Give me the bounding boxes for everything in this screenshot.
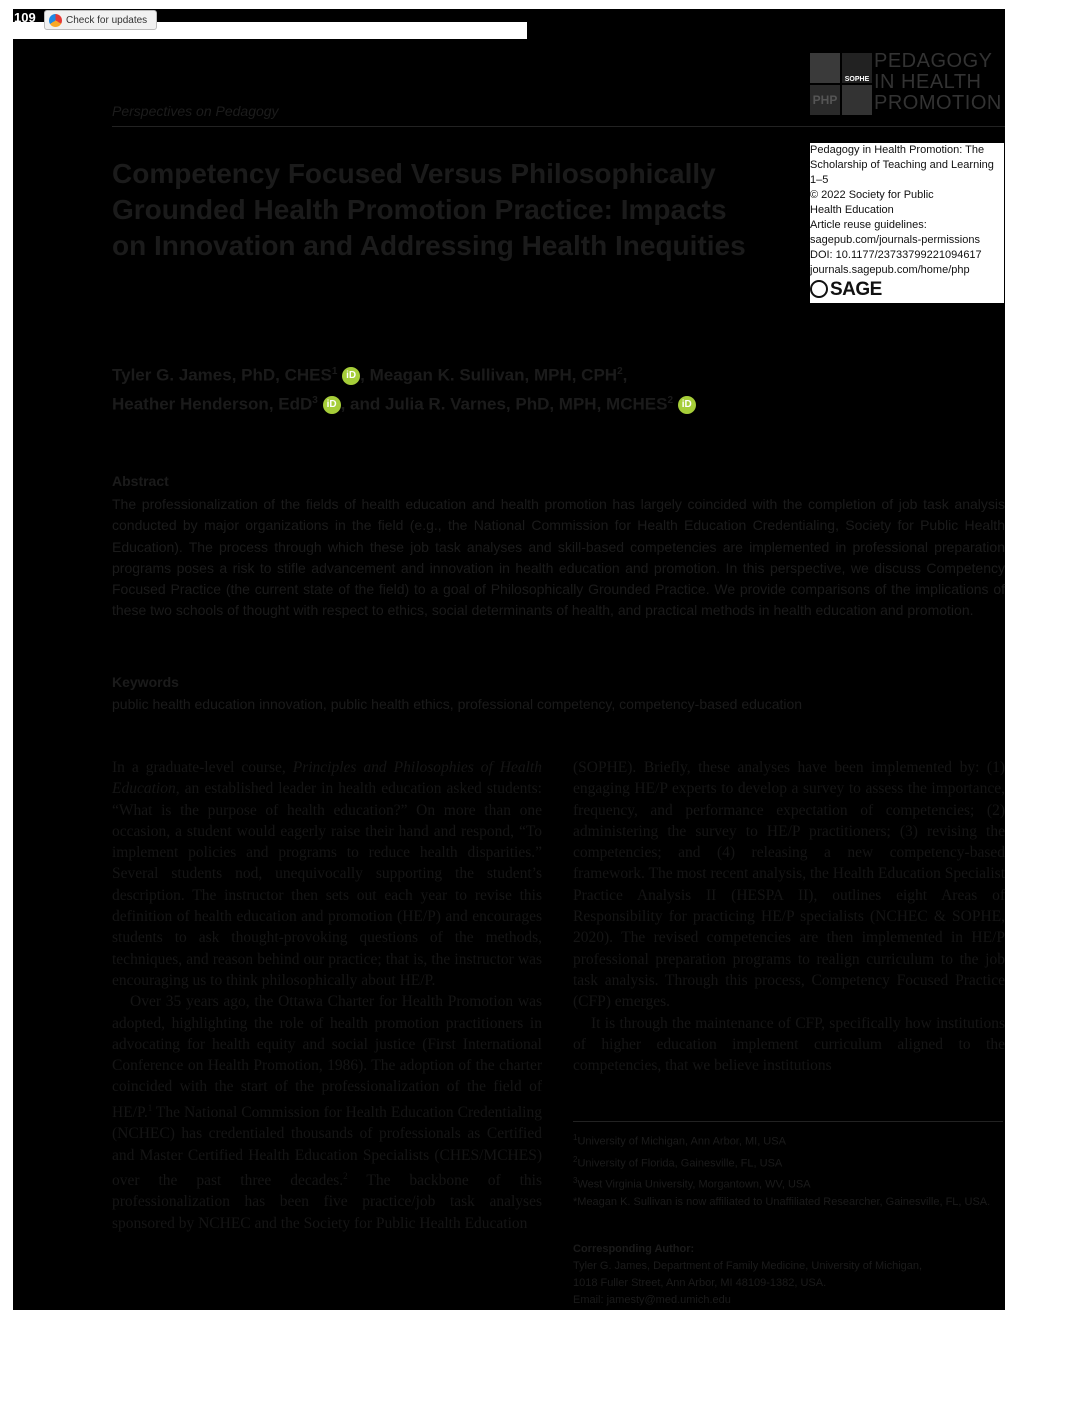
doi[interactable]: DOI: 10.1177/23733799221094617 bbox=[810, 249, 982, 261]
body-column-left bbox=[112, 757, 542, 1234]
check-for-updates-label: Check for updates bbox=[66, 14, 148, 26]
author-name: Heather Henderson, EdD bbox=[112, 394, 313, 414]
running-head: Perspectives on Pedagogy bbox=[112, 103, 279, 119]
sophe-mark: SOPHE bbox=[842, 53, 872, 83]
abstract-text: The professionalization of the fields of health education and health promotion has largely coincided with the completion of job task analysis conducted by major organizations in the field (e.g., the National Commission for Health Education Credentialing, Society for Public Health Education). The process through which these job task analyses and skill-based competencies are implemented in professional preparation programs poses a risk to stifle advancement and innovation in health education and promotion. In this perspective, we discuss Competency Focused Practice (the current state of the field) to a goal of Philosophically Grounded Practice. We provide comparisons of the implications of these two schools of thought with respect to ethics, social determinants of health, and practical methods in health education and promotion. bbox=[112, 496, 1005, 619]
php-monogram: PHP bbox=[810, 85, 840, 115]
author-note: *Meagan K. Sullivan is now affiliated to Unaffiliated Researcher, Gainesville, FL, USA. bbox=[573, 1196, 991, 1208]
article-page bbox=[13, 9, 1005, 1310]
abstract-heading: Abstract bbox=[112, 473, 169, 489]
paragraph: (SOPHE). Briefly, these analyses have been implemented by: (1) engaging HE/P experts to develop a survey to assess the importance, frequency, and performance expectation of competencies; (2) administering the survey to HE/P practitioners; (3) revising the competencies; and (4) releasing a new competency-based framework. The most recent analysis, the Health Education Specialist Practice Analysis II (HESPA II), outlines eight Areas of Responsibility for practicing HE/P specialists (NCHEC & SOPHE, 2020). The revised competencies are then implemented in HE/P professional preparation programs to realign curriculum to the job task analysis. Through this process, Competency Focused Practice (CFP) emerges. bbox=[573, 759, 1005, 1011]
email-link[interactable]: Email: jamesty@med.umich.edu bbox=[573, 1294, 731, 1306]
keywords-heading: Keywords bbox=[112, 674, 179, 690]
sage-logo: SAGE bbox=[810, 280, 1004, 298]
crossmark-icon bbox=[49, 14, 62, 27]
keywords-text: public health education innovation, public health ethics, professional competency, competency-based education bbox=[112, 696, 803, 712]
author-name: Meagan K. Sullivan, MPH, CPH bbox=[369, 365, 618, 385]
journal-logo bbox=[810, 50, 1005, 115]
author-name: Tyler G. James, PhD, CHES bbox=[112, 365, 332, 385]
affiliation: $^2$University of Florida, Gainesville, FL, USA bbox=[573, 1154, 783, 1170]
orcid-icon[interactable]: iD bbox=[678, 396, 696, 414]
header-rule bbox=[112, 126, 1005, 127]
orcid-icon[interactable]: iD bbox=[323, 396, 341, 414]
orcid-icon[interactable]: iD bbox=[342, 367, 360, 385]
body-column-right bbox=[573, 757, 1005, 1076]
sage-icon bbox=[810, 280, 828, 298]
author-list: Tyler G. James, PhD, CHES$^1$ iD , Meagan K. Sullivan, MPH, CPH$^2$, Heather Henderson, EdD$^3$ iD , and Julia R. Varnes, PhD, MPH, MCHES$^2$ iD bbox=[112, 359, 812, 416]
permissions-link[interactable]: sagepub.com/journals-permissions bbox=[810, 234, 980, 246]
logo-squares bbox=[810, 53, 872, 115]
footnote-rule bbox=[573, 1121, 1003, 1122]
journal-link[interactable]: journals.sagepub.com/home/php bbox=[810, 264, 970, 276]
affiliation: $^1$University of Michigan, Ann Arbor, MI, USA bbox=[573, 1133, 786, 1148]
article-title: Competency Focused Versus Philosophically Grounded Health Promotion Practice: Impacts on Innovation and Addressing Health Inequities bbox=[112, 158, 746, 261]
journal-name: PEDAGOGY IN HEALTH PROMOTION bbox=[874, 50, 1002, 114]
paragraph: It is through the maintenance of CFP, specifically how institutions of higher education implement curriculum aligned to the competencies, that we believe institutions bbox=[573, 1014, 1005, 1075]
corresponding-author: Corresponding Author: Tyler G. James, Department of Family Medicine, University of Michigan, 1018 Fuller Street, Ann Arbor, MI 48109-1382, USA. Email: jamesty@med.umich.edu bbox=[573, 1241, 1005, 1309]
paragraph: In a graduate-level course, Principles and Philosophies of Health Education, an established leader in health education asked students: “What is the purpose of health education?” On more than one occasion, a student would eagerly raise their hand and respond, “To implement policies and programs to reduce health disparities.” Several students nod, unequivocally supporting the student’s description. The instructor then sets out each year to revise this definition of health education and promotion (HE/P) and encourages students to ask thought-provoking questions of the methods, techniques, and reason behind our practice; that is, the instructor was encouraging us to think philosophically about HE/P. bbox=[112, 759, 542, 989]
affiliations bbox=[573, 1129, 1005, 1194]
affiliation: $^3$West Virginia University, Morgantown, WV, USA bbox=[573, 1176, 811, 1191]
publication-info: Pedagogy in Health Promotion: The Scholarship of Teaching and Learning 1–5 © 2022 Society for Public Health Education Article reuse guidelines: sagepub.com/journals-permissions DOI: 10.1177/23733799221094617 journals.sagepub.com/home/php SAGE bbox=[810, 143, 1004, 303]
paragraph: Over 35 years ago, the Ottawa Charter for Health Promotion was adopted, highlighting the role of health promotion practitioners in advocating for health equity and social justice (First International Conference on Health Promotion, 1986). The adoption of the charter coincided with the start of the professionalization of the field of HE/P.$^1$ The National Commission for Health Education Credentialing (NCHEC) has credentialed thousands of professionals as Certified and Master Certified Health Education Specialists (CHES/MCHES) over the past three decades.$^2$ The backbone of this professionalization has been five practice/job task analyses sponsored by NCHEC and the Society for Public Health Education bbox=[112, 993, 542, 1232]
page-number: 109 bbox=[14, 10, 36, 25]
author-name: Julia R. Varnes, PhD, MPH, MCHES bbox=[384, 394, 668, 414]
check-for-updates-button[interactable] bbox=[44, 10, 157, 30]
